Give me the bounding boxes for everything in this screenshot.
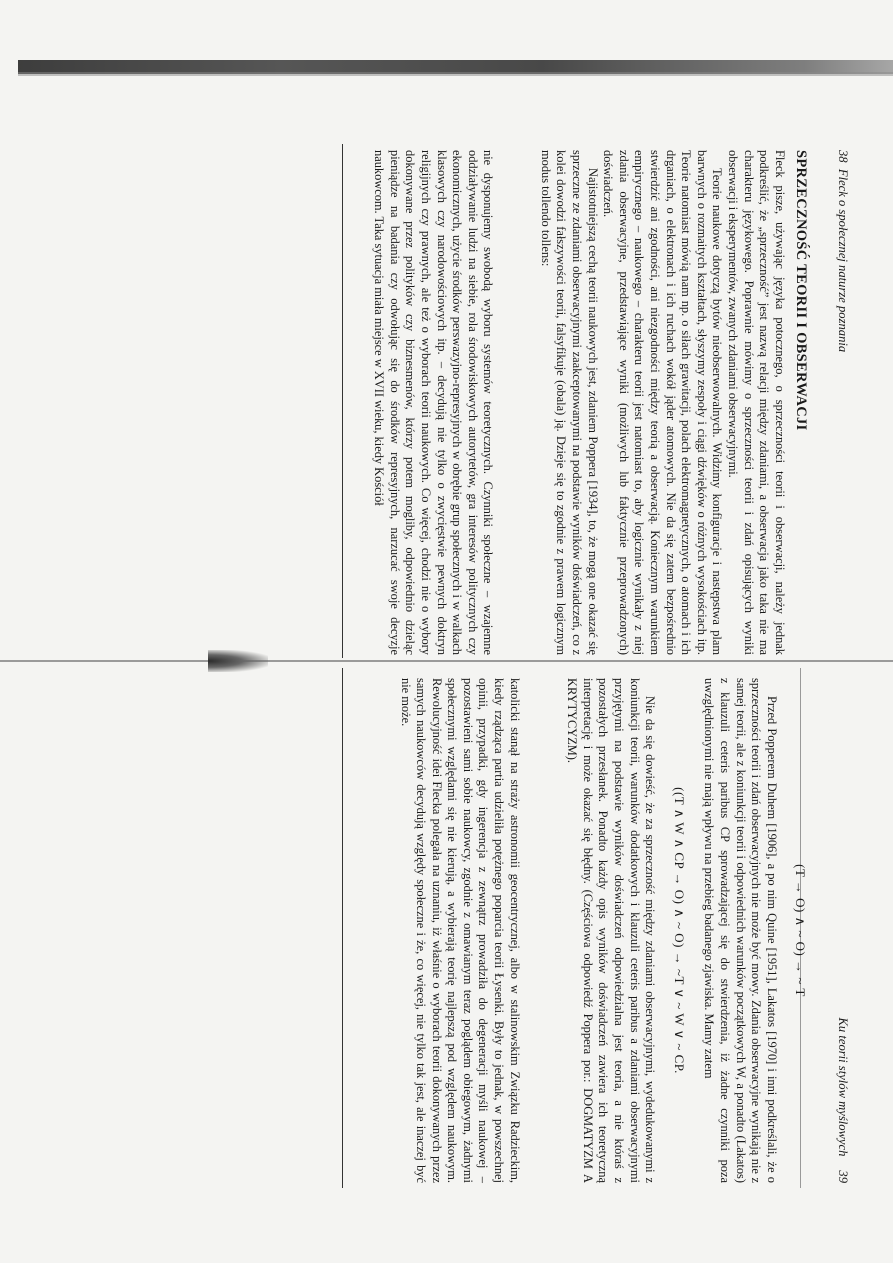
page-38 bbox=[90, 150, 850, 655]
page-39 bbox=[90, 678, 850, 1183]
paragraph: Przed Popperem Duhem [1906], a po nim Quine [1951], Lakatos [1970] i inni podkreślali, że o sprzeczności teorii i zdań obserwacyjnych nie może być mowy. Zdania obserwacyjne wynikają nie z samej teorii, ale z koniunkcji teorii i odpowiednich warunków początkowych W, a ponadto (Lakatos) z klauzuli ceteris paribus CP sprowadzającej się do stwierdzenia, iż żadne czynniki poza uwzględnionymi nie mają wpływu na przebieg badanego zjawiska. Mamy zatem bbox=[702, 678, 779, 1183]
section-title: SPRZECZNOŚĆ TEORII I OBSERWACJI bbox=[793, 150, 810, 431]
paragraph: Fleck pisze, używając języka potocznego, o sprzeczności teorii i obserwacji, należy jednak podkreślić, że „sprzeczność” jest nazwą relacji między zdaniami, a obserwacja jako taka nie ma charakteru językowego. Poprawnie mówimy o sprzeczności teorii i zdań opisujących wyniki obserwacji i eksperymentów, zwanych zdaniami obserwacyjnymi. bbox=[726, 150, 787, 655]
formula-duhem-quine: ((T ∧ W ∧ CP → O) ∧ ~ O) → ~T ∨ ~ W ∨ ~ CP. bbox=[671, 787, 687, 1074]
paragraph: nie dysponujemy swobodą wyboru systemów teoretycznych. Czynniki społeczne – wzajemne oddziaływanie ludzi na siebie, rola środowiskowych autorytetów, gra interesów politycznych czy ekonomicznych, użycie środków perswazyjno-represyjnych w obrębie grup społecznych i w walkach klasowych czy narodowościowych itp. – decydują nie tylko o zwycięstwie pewnych doktryn religijnych czy prawnych, ale też o wyborach teorii naukowych. Co więcej, chodzi nie o wybory dokonywane przez polityków czy biznesmenów, którzy potem mogliby, odpowiednio dzieląc pieniądze na badania czy odwołując się do środków represyjnych, narzucać swoje decyzje naukowcom. Taka sytuacja miała miejsce w XVII wieku, kiedy Kościół bbox=[372, 150, 496, 655]
paragraph: Teorie naukowe dotyczą bytów nieobserwowalnych. Widzimy konfiguracje i następstwa plam barwnych o rozmaitych kształtach, słyszymy zespoły i ciągi dźwięków o różnych wysokościach itp. Teorie natomiast mówią nam np. o siłach grawitacji, polach elektromagnetycznych, o atomach i ich drganiach, o elektronach i ich ruchach wokół jąder atomowych. Nie da się zatem bezpośrednio stwierdzić ani zgodności, ani niezgodności między teorią a obserwacją. Koniecznym warunkiem empirycznego – naukowego – charakteru teorii jest natomiast to, aby logicznie wynikały z niej zdania obserwacyjne, przedstawiające wyniki (możliwych lub faktycznie przeprowadzonych) doświadczeń. bbox=[601, 150, 725, 655]
paragraph: Najistotniejszą cechą teorii naukowych jest, zdaniem Poppera [1934], to, że mogą one okazać się sprzeczne ze zdaniami obserwacyjnymi zaakceptowanymi na podstawie wyników doświadczeń, co z kolei dowodzi fałszywości teorii, falsyfikuje (obala) ją. Dzieje się to zgodnie z prawem logicznym modus tollendo tollens: bbox=[538, 150, 600, 655]
running-head-38 bbox=[834, 150, 850, 655]
page-number: 38 Fleck o społecznej naturze poznania bbox=[836, 150, 850, 353]
formula-modus-tollens: (T → O) ∧ ~ O) → ~ T bbox=[793, 864, 809, 997]
paragraph: Nie da się dowieść, że za sprzeczność między zdaniami obserwacyjnymi, wydedukowanymi z koniunkcji teorii, warunków dodatkowych i klauzuli ceteris paribus a zdaniami obserwacyjnymi przyjętymi na podstawie wyników doświadczeń odpowiedzialna jest teoria, a nie któraś z pozostałych przesłanek. Ponadto każdy opis wyników doświadczeń zawiera ich teoretyczną interpretację i może okazać się błędny. (Częściowa odpowiedź Poppera por.: DOGMATYZM A KRYTYCYZM). bbox=[565, 678, 658, 1183]
paragraph: katolicki stanął na straży astronomii geocentrycznej, albo w stalinowskim Związku Radzieckim, kiedy rządząca partia udzieliła potężnego poparcia teorii Łysenki. Były to jednak, w powszechnej opinii, przypadki, gdy ingerencja z zewnątrz prowadziła do degeneracji myśli naukowej – pozostawieni sami sobie naukowcy, zgodnie z omawianym teraz poglądem obiegowym, żadnymi społecznymi względami się nie kierują, a wybierają teorię najlepszą pod względem naukowym. Rewolucyjność idei Flecka polegała na uznaniu, iż właśnie o wyborach teorii dokonywanych przez samych naukowców decydują względy społeczne i że, co więcej, nie tylko tak jest, ale inaczej być nie może. bbox=[398, 678, 522, 1183]
running-head-39: Ku teorii stylów myślowych 39 bbox=[836, 1017, 850, 1183]
page-number: 39 bbox=[836, 1170, 850, 1183]
book-gutter bbox=[0, 660, 893, 662]
scan-edge-shadow-lower bbox=[18, 72, 893, 76]
